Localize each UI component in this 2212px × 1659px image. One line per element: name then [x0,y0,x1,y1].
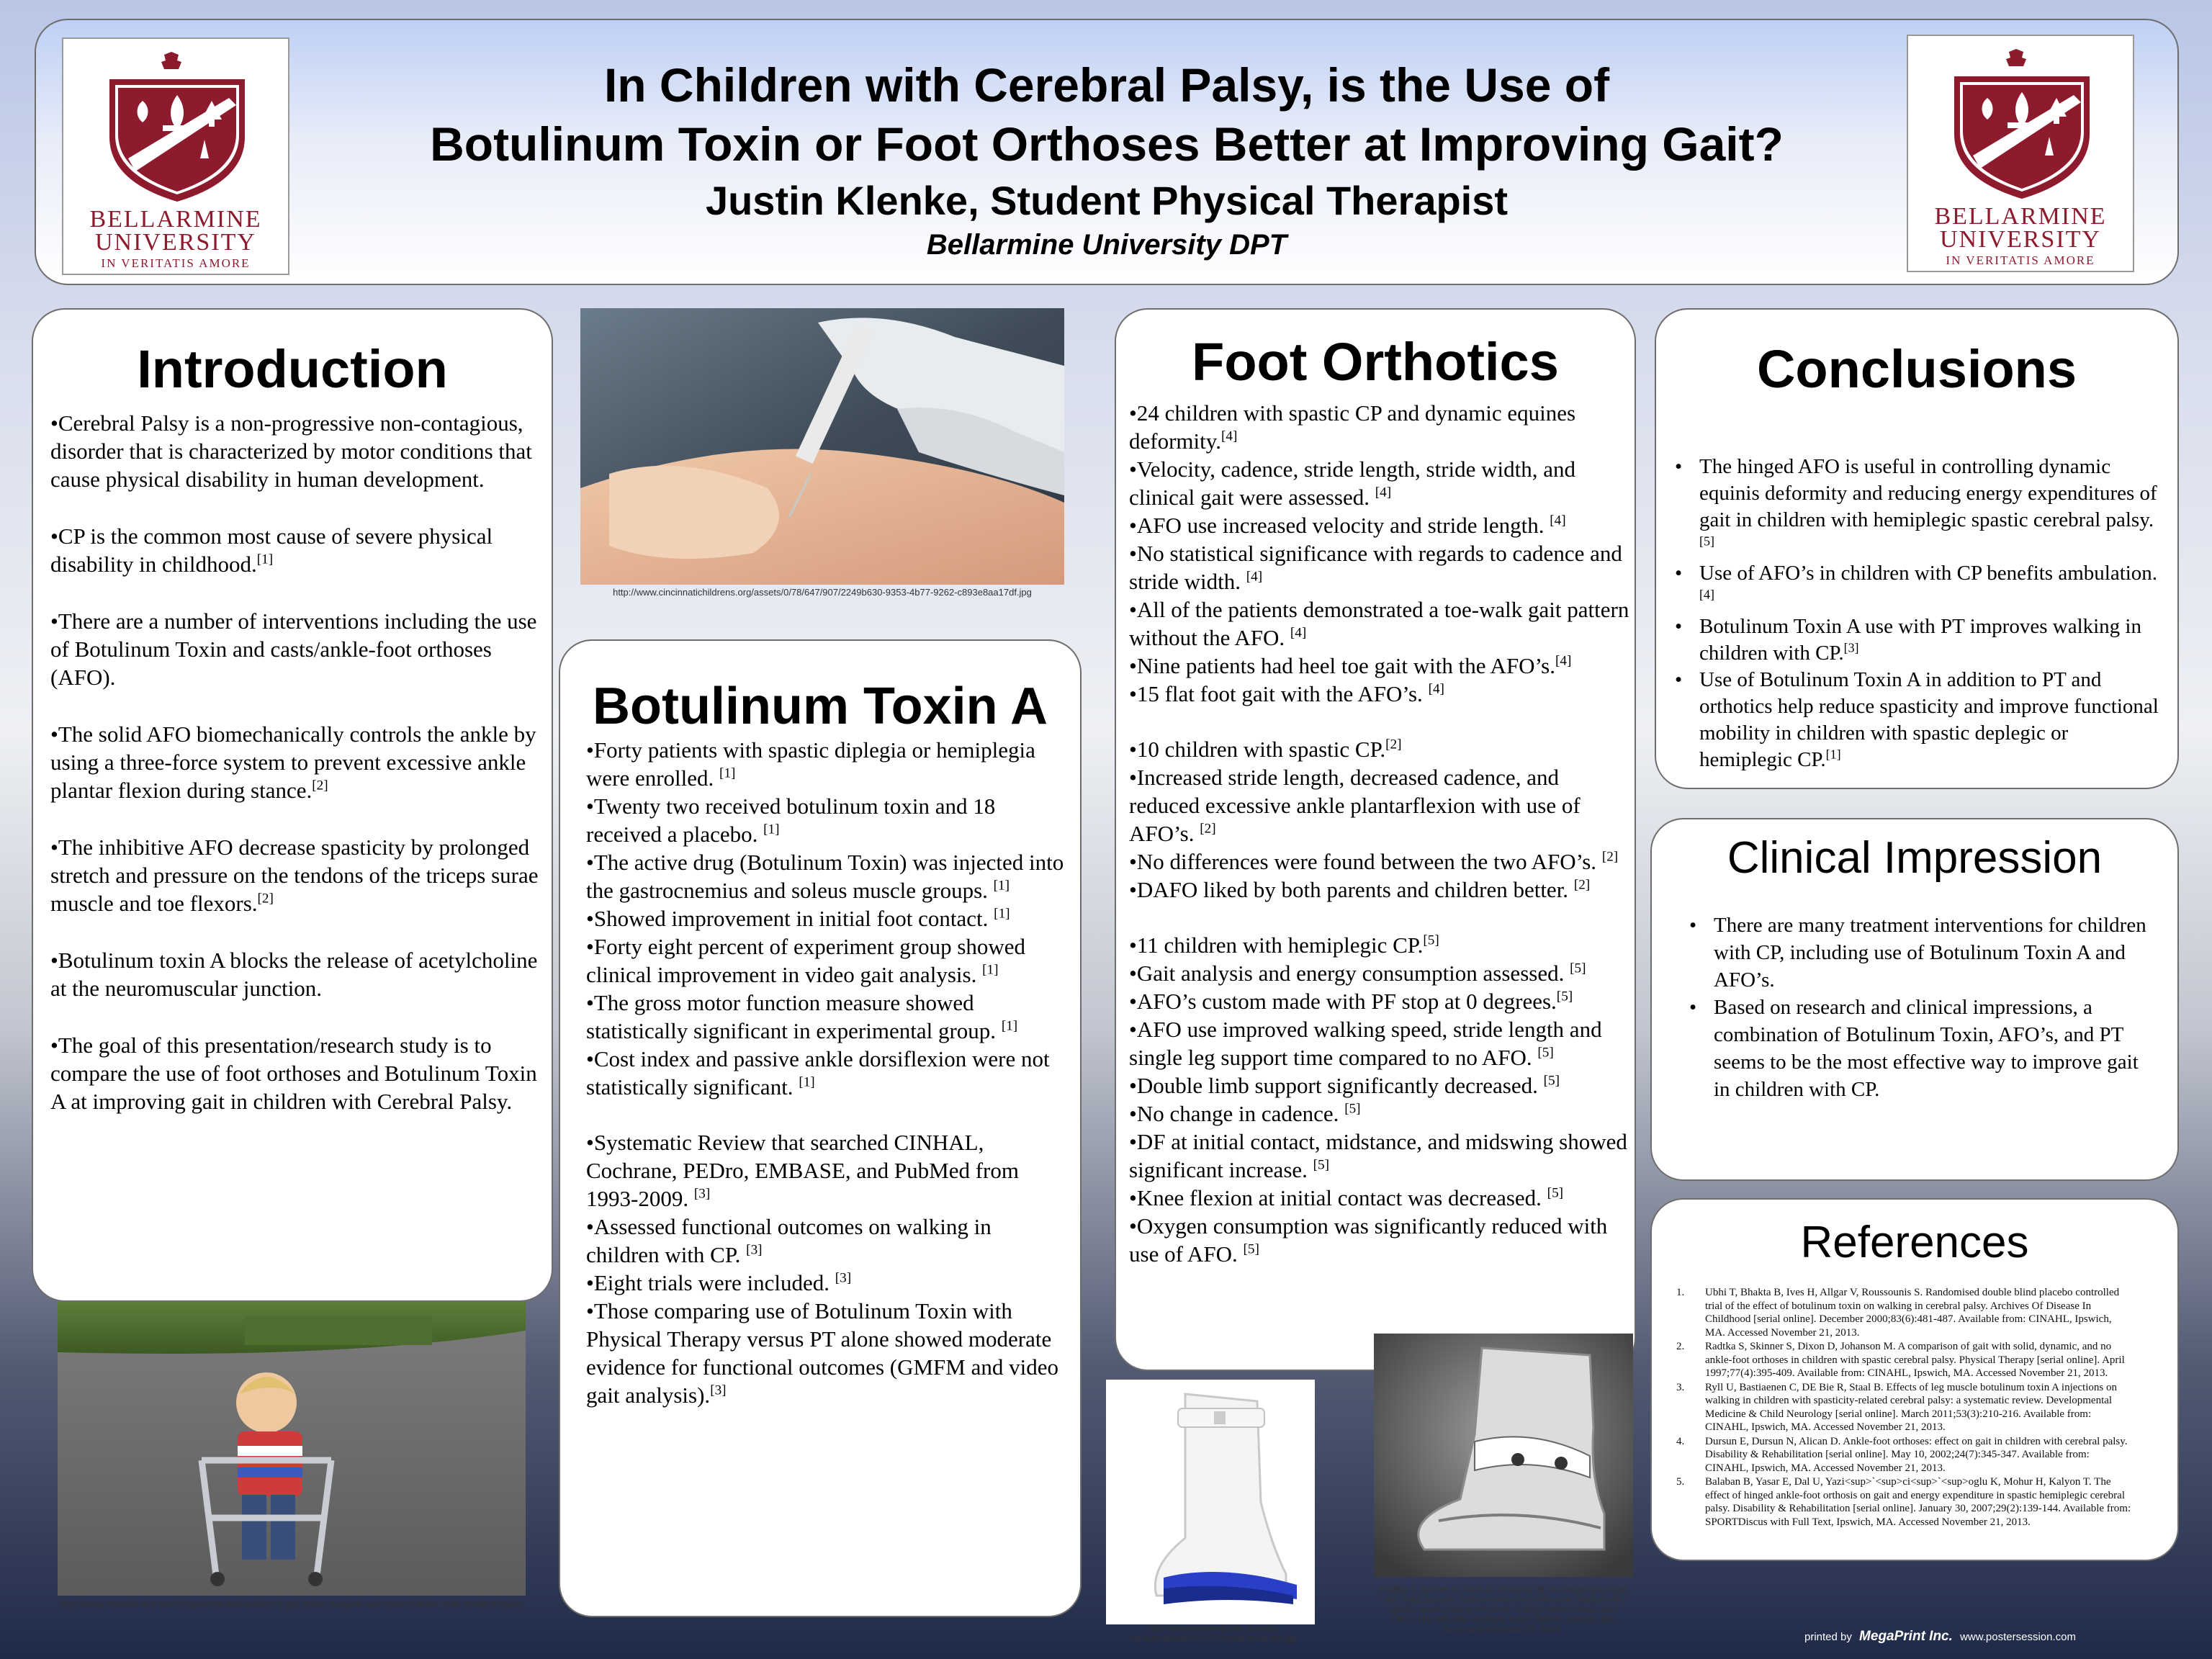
foot-orthotics-item-text: •AFO use improved walking speed, stride length and single leg support time compared to no AFO. [1129,1017,1602,1070]
conclusions-title: Conclusions [1756,339,2077,399]
conclusion-item [1659,560,2163,613]
citation-ref: [4] [1220,428,1238,444]
introduction-paragraph [50,946,540,1002]
conclusion-item-text: The hinged AFO is useful in controlling dynamic equinis deformity and reducing energy expenditures of gait in children with hemiplegic spastic cerebral palsy. [1699,455,2157,531]
conclusion-item [1659,613,2163,667]
reference-text: Ubhi T, Bhakta B, Ives H, Allgar V, Roussounis S. Randomised double blind placebo controlled trial of the effect of botulinum toxin on walking in cerebral palsy. Archives Of Disease In Childhood [serial online]. December 2000;83(6):481-487. Available from: CINAHL, Ipswich, MA. Accessed November 21, 2013. [1705,1287,2120,1339]
foot-orthotics-item [1129,595,1630,652]
introduction-paragraph-text: •Botulinum toxin A blocks the release of acetylcholine at the neuromuscular junction. [50,948,538,1001]
logo-motto: IN VERITATIS AMORE [101,256,251,270]
reference-item [1676,1475,2131,1529]
conclusion-item [1659,454,2163,560]
botulinum-item-text: •Systematic Review that searched CINHAL, Cochrane, PEDro, EMBASE, and PubMed from 1993-2009. [586,1130,1019,1211]
foot-orthotics-item [1129,652,1630,680]
introduction-paragraph-text: •CP is the common most cause of severe physical disability in childhood. [50,523,493,577]
foot-orthotics-item-text: •All of the patients demonstrated a toe-walk gait pattern without the AFO. [1129,597,1629,650]
references-list [1676,1286,2131,1529]
logo-motto: IN VERITATIS AMORE [1946,253,2095,267]
citation-ref: [2] [1385,737,1402,752]
clinical-impression-item [1673,994,2149,1103]
printed-by-text: printed by [1804,1631,1852,1643]
foot-orthotics-panel [1115,308,1636,1371]
list-spacer [586,1101,1070,1128]
printer-credit [1804,1629,2076,1645]
foot-orthotics-item-text: •No differences were found between the two AFO’s. [1129,849,1602,874]
poster-affiliation: Bellarmine University DPT [926,229,1287,261]
botulinum-item [586,932,1070,989]
introduction-paragraph [50,1031,540,1115]
reference-item [1676,1340,2131,1380]
introduction-paragraph [50,833,540,917]
citation-ref: [3] [746,1242,763,1258]
citation-ref: [2] [1573,877,1591,893]
citation-ref: [4] [1555,653,1572,669]
foot-orthotics-item [1129,876,1630,904]
clinical-impression-list [1673,912,2149,1103]
poster-title-line2: Botulinum Toxin or Foot Orthoses Better at Improving Gait? [430,117,1784,171]
clinical-impression-item-text: Based on research and clinical impressions, a combination of Botulinum Toxin, AFO’s, and PT seems to be the most effective way to improve gait in children with CP. [1714,996,2139,1101]
introduction-paragraph-text: •Cerebral Palsy is a non-progressive non-contagious, disorder that is characterized by motor conditions that cause physical disability in human development. [50,410,532,492]
foot-orthotics-item-text: •10 children with spastic CP. [1129,737,1386,762]
citation-ref: [4] [1550,513,1566,529]
poster-author: Justin Klenke, Student Physical Therapist [705,178,1509,223]
botulinum-item [586,1128,1070,1213]
botulinum-item-text: •Showed improvement in initial foot contact. [586,906,994,931]
introduction-panel [32,308,553,1302]
botulinum-item [586,848,1070,904]
crest-icon [1944,48,2100,202]
foot-orthotics-item-text: •No change in cadence. [1129,1101,1345,1126]
botulinum-toxin-list [586,736,1070,1409]
botulinum-item-text: •Forty eight percent of experiment group showed clinical improvement in video gait analysis. [586,934,1026,987]
citation-ref: [1] [1825,747,1841,762]
citation-ref: [5] [1344,1101,1361,1117]
botulinum-item [586,792,1070,848]
bellarmine-logo-right [1907,35,2134,272]
citation-ref: [5] [1556,989,1573,1004]
introduction-paragraph-text: •The inhibitive AFO decrease spasticity by prolonged stretch and pressure on the tendons of the triceps surae muscle and toe flexors. [50,835,539,916]
foot-orthotics-item [1129,680,1630,708]
foot-orthotics-item-text: •Velocity, cadence, stride length, stride width, and clinical gait were assessed. [1129,457,1576,510]
botulinum-item-text: •The gross motor function measure showed statistically significant in experimental group. [586,990,1002,1043]
citation-ref: [4] [1290,625,1307,641]
citation-ref: [5] [1543,1073,1560,1089]
conclusion-item-text: Use of AFO’s in children with CP benefits ambulation. [1699,562,2158,585]
botulinum-item [586,1213,1070,1269]
reference-text: Radtka S, Skinner S, Dixon D, Johanson M. A comparison of gait with solid, dynamic, and no ankle-foot orthoses in children with spastic cerebral palsy. Physical Therapy [serial online]. April 1997;77(4):395-409. Available from: CINAHL, Ipswich, MA. Accessed November 21, 2013. [1705,1341,2125,1379]
foot-orthotics-item-text: •Gait analysis and energy consumption assessed. [1129,961,1570,986]
injection-photo-caption: http://www.cincinnatichildrens.org/assets/0/78/647/907/2249b630-9353-4b77-9262-c893e8aa17df.jpg [613,587,1032,598]
citation-ref: [1] [719,765,736,781]
botulinum-item [586,1297,1070,1409]
clinical-impression-item [1673,912,2149,994]
foot-orthotics-item-text: •Increased stride length, decreased cadence, and reduced excessive ankle plantarflexion with use of AFO’s. [1129,765,1581,846]
foot-orthotics-list [1129,399,1630,1268]
citation-ref: [1] [763,822,780,837]
foot-orthotics-item-text: •Knee flexion at initial contact was decreased. [1129,1185,1547,1210]
clinical-impression-item-text: There are many treatment interventions for children with CP, including use of Botulinum Toxin A and AFO’s. [1714,914,2146,992]
reference-text: Balaban B, Yasar E, Dal U, Yazi<sup>`<sup>ci<sup>`<sup>oglu K, Mohur H, Kalyon T. The effect of hinged ankle-foot orthosis on gait and energy expenditure in spastic hemiplegic cerebral palsy. Disability & Rehabilitation [serial online]. January 30, 2007;29(2):139-144. Available from: SPORTDiscus with Full Text, Ipswich, MA. Accessed November 21, 2013. [1705,1476,2131,1528]
botulinum-item [586,1269,1070,1297]
logo-name-line2: UNIVERSITY [1940,226,2101,253]
child-walker-photo [58,1302,526,1596]
dynamic-afo-photo-caption: Radtka S, Skinner S, Dixon D, Johanson M. A comparison of gait with solid, dynamic, and no ankle-foot orthoses in children with spastic cerebral palsy. Physical Therapy [serial online]. April 1997;77(4):395-409. Available from: CINAHL, Ipswich, MA. Accessed November 21, 2013. [1379,1584,1628,1635]
botulinum-toxin-title: Botulinum Toxin A [593,678,1048,735]
citation-ref: [1] [993,878,1010,894]
foot-orthotics-item [1129,539,1630,595]
introduction-paragraph-text: •The goal of this presentation/research study is to compare the use of foot orthoses and Botulinum Toxin A at improving gait in children with Cerebral Palsy. [50,1033,537,1114]
logo-name-line1: BELLARMINE [1934,203,2107,230]
foot-orthotics-item-text: •AFO use increased velocity and stride length. [1129,513,1550,538]
introduction-paragraph [50,409,540,493]
conclusion-item-text: Botulinum Toxin A use with PT improves walking in children with CP. [1699,615,2141,665]
printer-site: www.postersession.com [1960,1631,2076,1643]
foot-orthotics-item [1129,1128,1630,1184]
logo-name-line2: UNIVERSITY [95,229,256,256]
solid-afo-photo-caption: http://www.startmedicalllc.com/wp-content/uploads/2011/04/solid-ankle-afo.jpg [1130,1623,1297,1643]
foot-orthotics-item [1129,455,1630,511]
citation-ref: [5] [1547,1185,1564,1201]
clinical-impression-title: Clinical Impression [1727,833,2103,883]
introduction-paragraph-text: •There are a number of interventions including the use of Botulinum Toxin and casts/ankle-foot orthoses (AFO). [50,608,537,690]
reference-item [1676,1286,2131,1339]
botulinum-item-text: •Those comparing use of Botulinum Toxin with Physical Therapy versus PT alone showed moderate evidence for functional outcomes (GMFM and video gait analysis). [586,1298,1058,1408]
botulinum-item-text: •Assessed functional outcomes on walking in children with CP. [586,1214,992,1267]
citation-ref: [5] [1570,961,1586,976]
citation-ref: [5] [1537,1045,1554,1061]
list-spacer [1129,708,1630,735]
clinical-impression-panel [1650,818,2179,1181]
citation-ref: [3] [1843,640,1859,655]
foot-orthotics-item [1129,399,1630,455]
foot-orthotics-item [1129,987,1630,1015]
citation-ref: [4] [1428,681,1444,697]
citation-ref: [1] [799,1074,815,1090]
foot-orthotics-item-text: •11 children with hemiplegic CP. [1129,932,1424,958]
citation-ref: [5] [1243,1241,1259,1257]
reference-number: 3. [1676,1381,1685,1393]
foot-orthotics-item [1129,848,1630,876]
solid-afo-photo [1106,1380,1315,1624]
botulinum-item-text: •Forty patients with spastic diplegia or hemiplegia were enrolled. [586,737,1035,791]
reference-text: Ryll U, Bastiaenen C, DE Bie R, Staal B. Effects of leg muscle botulinum toxin A injections on walking in children with spasticity-related cerebral palsy: a systematic review. Developmental Medicine & Child Neurology [serial online]. March 2011;53(3):210-216. Available from: CINAHL, Ipswich, MA. Accessed November 21, 2013. [1705,1381,2117,1433]
foot-orthotics-item [1129,1015,1630,1071]
reference-number: 4. [1676,1435,1685,1447]
introduction-paragraph [50,522,540,578]
introduction-paragraph-text: •The solid AFO biomechanically controls the ankle by using a three-force system to prevent excessive ankle plantar flexion during stance. [50,721,536,803]
botulinum-item [586,736,1070,792]
reference-number: 2. [1676,1341,1685,1352]
citation-ref: [2] [1200,821,1216,837]
foot-orthotics-item [1129,1212,1630,1268]
foot-orthotics-item [1129,931,1630,959]
foot-orthotics-item [1129,959,1630,987]
foot-orthotics-item-text: •DAFO liked by both parents and children better. [1129,877,1574,902]
botulinum-item-text: •The active drug (Botulinum Toxin) was injected into the gastrocnemius and soleus muscle groups. [586,850,1064,903]
botulinum-item [586,989,1070,1045]
introduction-paragraph [50,720,540,804]
conclusion-item-text: Use of Botulinum Toxin A in addition to PT and orthotics help reduce spasticity and improve functional mobility in children with spastic deplegic or hemiplegic CP. [1699,668,2159,771]
botulinum-item-text: •Cost index and passive ankle dorsiflexion were not statistically significant. [586,1046,1050,1100]
citation-ref: [5] [1423,932,1439,948]
logo-name-line1: BELLARMINE [89,206,262,233]
poster-header [35,19,2179,285]
citation-ref: [1] [982,962,999,978]
injection-photo [580,308,1064,585]
dynamic-afo-photo [1374,1334,1633,1577]
conclusions-panel [1655,308,2179,789]
list-spacer [1129,904,1630,931]
conclusions-list [1659,454,2163,773]
citation-ref: [4] [1699,587,1714,602]
child-walker-photo-caption: http://www.massdevice.com/blogs/massdevice/does-it-get-better-surgical-outcomes-children-with-cerebral-palsy [60,1599,523,1609]
introduction-title: Introduction [137,339,448,399]
foot-orthotics-item [1129,1071,1630,1100]
reference-text: Dursun E, Dursun N, Alican D. Ankle-foot orthoses: effect on gait in children with cerebral palsy. Disability & Rehabilitation [serial online]. May 10, 2002;24(7):345-347. Available from: CINAHL, Ipswich, MA. Accessed November 21, 2013. [1705,1435,2128,1474]
citation-ref: [1] [994,906,1010,922]
citation-ref: [4] [1375,485,1392,500]
citation-ref: [3] [710,1382,727,1398]
foot-orthotics-item-text: •Nine patients had heel toe gait with the AFO’s. [1129,653,1555,678]
foot-orthotics-item [1129,1100,1630,1128]
botulinum-item [586,904,1070,932]
introduction-body [50,409,540,1144]
citation-ref: [4] [1246,569,1263,585]
foot-orthotics-item [1129,511,1630,539]
citation-ref: [5] [1313,1157,1330,1173]
foot-orthotics-item-text: •24 children with spastic CP and dynamic equines deformity. [1129,400,1576,454]
reference-item [1676,1381,2131,1434]
botulinum-item-text: •Twenty two received botulinum toxin and 18 received a placebo. [586,793,996,847]
citation-ref: [3] [835,1270,852,1286]
references-title: References [1800,1218,2029,1267]
poster-title-line1: In Children with Cerebral Palsy, is the Use of [603,58,1610,112]
citation-ref: [1] [1001,1018,1018,1034]
conclusion-item [1659,667,2163,773]
foot-orthotics-item-text: •Oxygen consumption was significantly reduced with use of AFO. [1129,1213,1608,1267]
citation-ref: [2] [1601,849,1619,865]
citation-ref: [1] [256,552,274,567]
reference-number: 5. [1676,1476,1685,1488]
citation-ref: [3] [693,1186,711,1202]
reference-item [1676,1435,2131,1475]
references-panel [1650,1198,2179,1561]
citation-ref: [5] [1699,534,1714,549]
botulinum-item [586,1045,1070,1101]
citation-ref: [2] [257,891,274,907]
foot-orthotics-item-text: •No statistical significance with regards to cadence and stride width. [1129,541,1622,594]
introduction-paragraph [50,607,540,691]
foot-orthotics-item-text: •Double limb support significantly decreased. [1129,1073,1544,1098]
printer-name: MegaPrint Inc. [1859,1629,1953,1644]
foot-orthotics-item-text: •15 flat foot gait with the AFO’s. [1129,681,1429,706]
foot-orthotics-item-text: •AFO’s custom made with PF stop at 0 degrees. [1129,989,1557,1014]
citation-ref: [2] [312,778,328,793]
botulinum-item-text: •Eight trials were included. [586,1270,835,1295]
botulinum-toxin-panel [559,639,1082,1617]
reference-number: 1. [1676,1287,1685,1298]
foot-orthotics-item-text: •DF at initial contact, midstance, and midswing showed significant increase. [1129,1129,1627,1182]
foot-orthotics-item [1129,1184,1630,1212]
foot-orthotics-item [1129,735,1630,763]
foot-orthotics-item [1129,763,1630,848]
foot-orthotics-title: Foot Orthotics [1192,332,1559,392]
